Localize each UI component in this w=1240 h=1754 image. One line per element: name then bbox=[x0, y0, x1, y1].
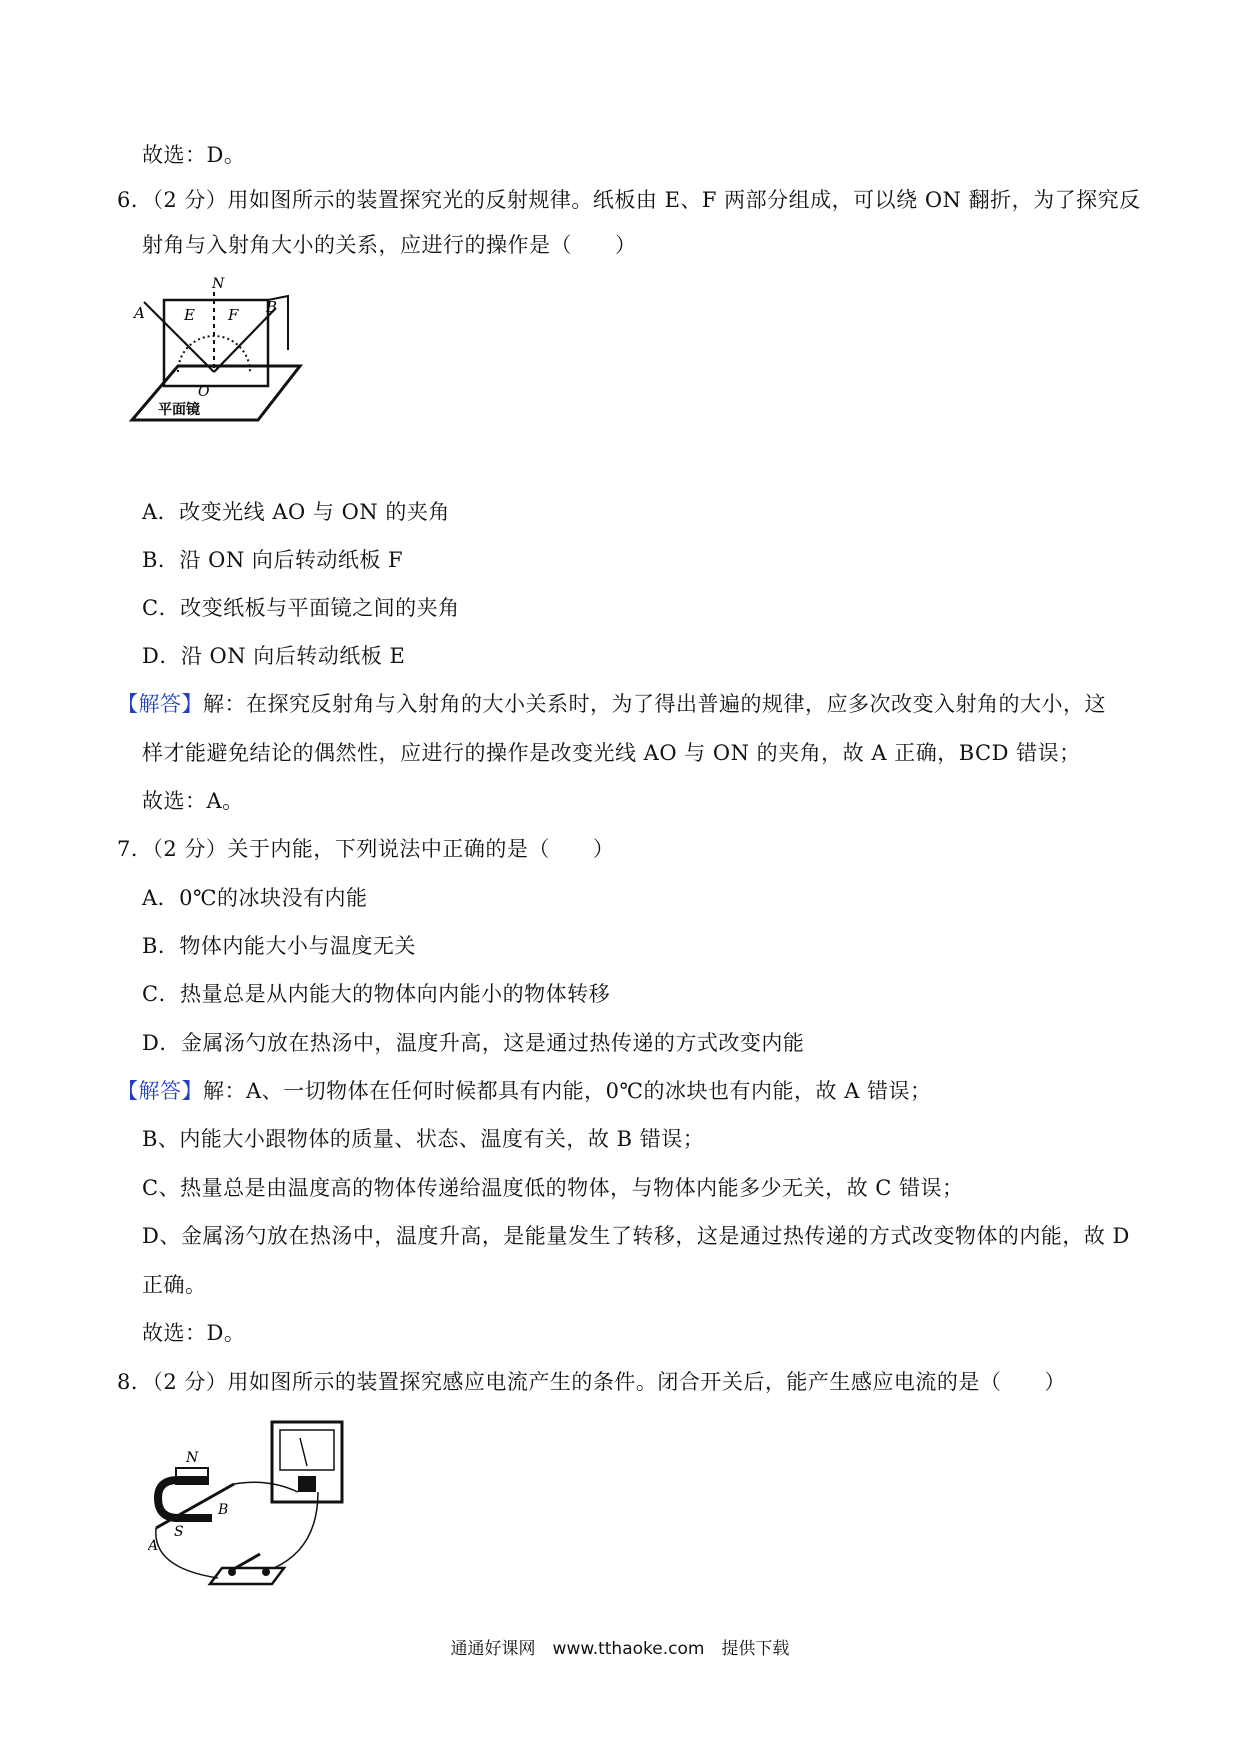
q7-answer-line1 bbox=[117, 1077, 932, 1105]
q7-answer-line3: C、热量总是由温度高的物体传递给温度低的物体，与物体内能多少无关，故 C 错误； bbox=[142, 1176, 964, 1200]
label-B: B bbox=[266, 298, 278, 316]
q7-option-d: D．金属汤勺放在热汤中，温度升高，这是通过热传递的方式改变内能 bbox=[142, 1031, 805, 1055]
q7-answer-line2: B、内能大小跟物体的质量、状态、温度有关，故 B 错误； bbox=[142, 1127, 705, 1151]
label-F: F bbox=[228, 306, 239, 324]
q6-answer-line2: 样才能避免结论的偶然性，应进行的操作是改变光线 AO 与 ON 的夹角，故 A 正确，BCD 错误； bbox=[142, 741, 1081, 765]
q6-stem-line2: 射角与入射角大小的关系，应进行的操作是（ ） bbox=[142, 233, 637, 257]
induction-apparatus-figure bbox=[148, 1418, 358, 1588]
q6-option-d: D．沿 ON 向后转动纸板 E bbox=[142, 644, 406, 668]
page-footer: 通通好课网 www.tthaoke.com 提供下载 bbox=[450, 1639, 790, 1659]
q8-stem: 8．（2 分）用如图所示的装置探究感应电流产生的条件。闭合开关后，能产生感应电流的是（ ） bbox=[117, 1370, 1066, 1394]
q6-option-c: C．改变纸板与平面镜之间的夹角 bbox=[142, 596, 460, 620]
q6-answer-line1 bbox=[117, 690, 1106, 718]
label-A: A bbox=[134, 304, 145, 322]
q7-option-c: C．热量总是从内能大的物体向内能小的物体转移 bbox=[142, 982, 611, 1006]
label-B: B bbox=[218, 1502, 229, 1518]
switch-pivot bbox=[228, 1568, 236, 1576]
label-S: S bbox=[174, 1524, 184, 1540]
reflected-ray bbox=[214, 308, 276, 372]
q7-answer-text1: 解：A、一切物体在任何时候都具有内能，0℃的冰块也有内能，故 A 错误； bbox=[203, 1079, 932, 1103]
galvanometer-needle bbox=[300, 1438, 307, 1466]
label-N: N bbox=[212, 276, 225, 292]
q7-stem: 7．（2 分）关于内能，下列说法中正确的是（ ） bbox=[117, 837, 615, 861]
label-E: E bbox=[184, 306, 195, 324]
q7-answer-line4: D、金属汤勺放在热汤中，温度升高，是能量发生了转移，这是通过热传递的方式改变物体的内能，故 D bbox=[142, 1224, 1130, 1248]
q6-stem-line1: 6．（2 分）用如图所示的装置探究光的反射规律。纸板由 E、F 两部分组成，可以绕 ON 翻折，为了探究反 bbox=[117, 188, 1141, 212]
prev-choice: 故选：D。 bbox=[142, 143, 246, 167]
q6-answer-text1: 解：在探究反射角与入射角的大小关系时，为了得出普遍的规律，应多次改变入射角的大小，这 bbox=[203, 692, 1106, 716]
label-mirror: 平面镜 bbox=[158, 402, 200, 418]
q6-answer-tag: 【解答】 bbox=[117, 692, 203, 716]
switch-base bbox=[210, 1568, 284, 1584]
wire-a-to-switch bbox=[156, 1528, 218, 1578]
q7-answer-tag: 【解答】 bbox=[117, 1079, 203, 1103]
q6-choice: 故选：A。 bbox=[142, 789, 244, 813]
q7-option-a: A．0℃的冰块没有内能 bbox=[142, 886, 368, 910]
galvanometer-terminal-block bbox=[298, 1476, 316, 1492]
paper-board bbox=[164, 300, 268, 386]
switch-contact bbox=[262, 1568, 270, 1576]
q6-option-b: B．沿 ON 向后转动纸板 F bbox=[142, 548, 404, 572]
label-A: A bbox=[148, 1538, 159, 1554]
wire-b-to-meter bbox=[234, 1482, 298, 1492]
q6-option-a: A．改变光线 AO 与 ON 的夹角 bbox=[142, 500, 450, 524]
q7-answer-line5: 正确。 bbox=[142, 1273, 207, 1297]
q7-choice: 故选：D。 bbox=[142, 1321, 246, 1345]
reflection-apparatus-figure bbox=[128, 272, 308, 428]
label-N: N bbox=[186, 1450, 199, 1466]
label-O: O bbox=[198, 384, 210, 400]
q7-option-b: B．物体内能大小与温度无关 bbox=[142, 934, 416, 958]
